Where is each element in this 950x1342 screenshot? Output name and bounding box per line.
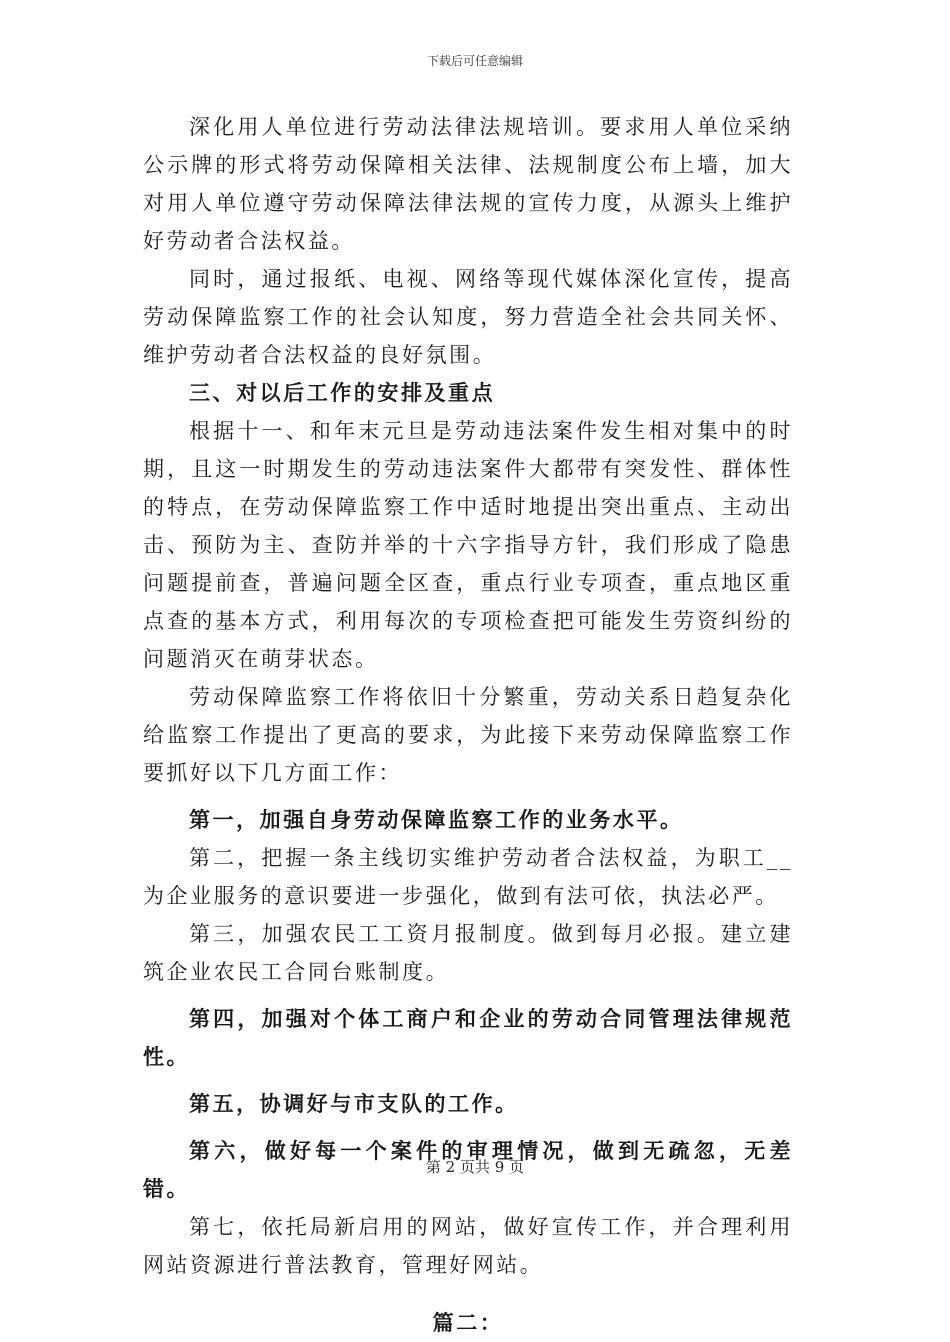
point-6: 第六，做好每一个案件的审理情况，做到无疏忽，无差错。 <box>143 1138 793 1201</box>
page-header: 下载后可任意编辑 <box>426 54 523 68</box>
point-2: 第二，把握一条主线切实维护劳动者合法权益，为职工__为企业服务的意识要进一步强化，做到有法可依，执法必严。 <box>143 846 793 908</box>
paragraph-2: 同时，通过报纸、电视、网络等现代媒体深化宣传，提高劳动保障监察工作的社会认知度，努力营造全社会共同关怀、维护劳动者合法权益的良好氛围。 <box>143 267 793 367</box>
paragraph-1: 深化用人单位进行劳动法律法规培训。要求用人单位采纳公示牌的形式将劳动保障相关法律、法规制度公布上墙，加大对用人单位遵守劳动保障法律法规的宣传力度，从源头上维护好劳动者合法权益。 <box>143 115 793 253</box>
point-5: 第五，协调好与市支队的工作。 <box>189 1091 519 1116</box>
section-heading-3: 三、对以后工作的安排及重点 <box>189 380 496 405</box>
page-footer: 第 2 页共 9 页 <box>425 1158 525 1176</box>
section-heading-part-two: 篇二： <box>432 1310 504 1335</box>
point-1: 第一，加强自身劳动保障监察工作的业务水平。 <box>189 807 684 832</box>
point-7: 第七，依托局新启用的网站，做好宣传工作，并合理利用网站资源进行普法教育，管理好网站。 <box>143 1215 793 1277</box>
paragraph-5: 劳动保障监察工作将依旧十分繁重，劳动关系日趋复杂化给监察工作提出了更高的要求，为此接下来劳动保障监察工作要抓好以下几方面工作： <box>143 685 793 785</box>
point-4: 第四，加强对个体工商户和企业的劳动合同管理法律规范性。 <box>143 1006 793 1069</box>
paragraph-4: 根据十一、和年末元旦是劳动违法案件发生相对集中的时期，且这一时期发生的劳动违法案件大都带有突发性、群体性的特点，在劳动保障监察工作中适时地提出突出重点、主动出击、预防为主、查防并举的十六字指导方针，我们形成了隐患问题提前查，普遍问题全区查，重点行业专项查，重点地区重点查的基本方式，利用每次的专项检查把可能发生劳资纠纷的问题消灭在萌芽状态。 <box>143 419 793 671</box>
point-3: 第三，加强农民工工资月报制度。做到每月必报。建立建筑企业农民工合同台账制度。 <box>143 922 793 984</box>
